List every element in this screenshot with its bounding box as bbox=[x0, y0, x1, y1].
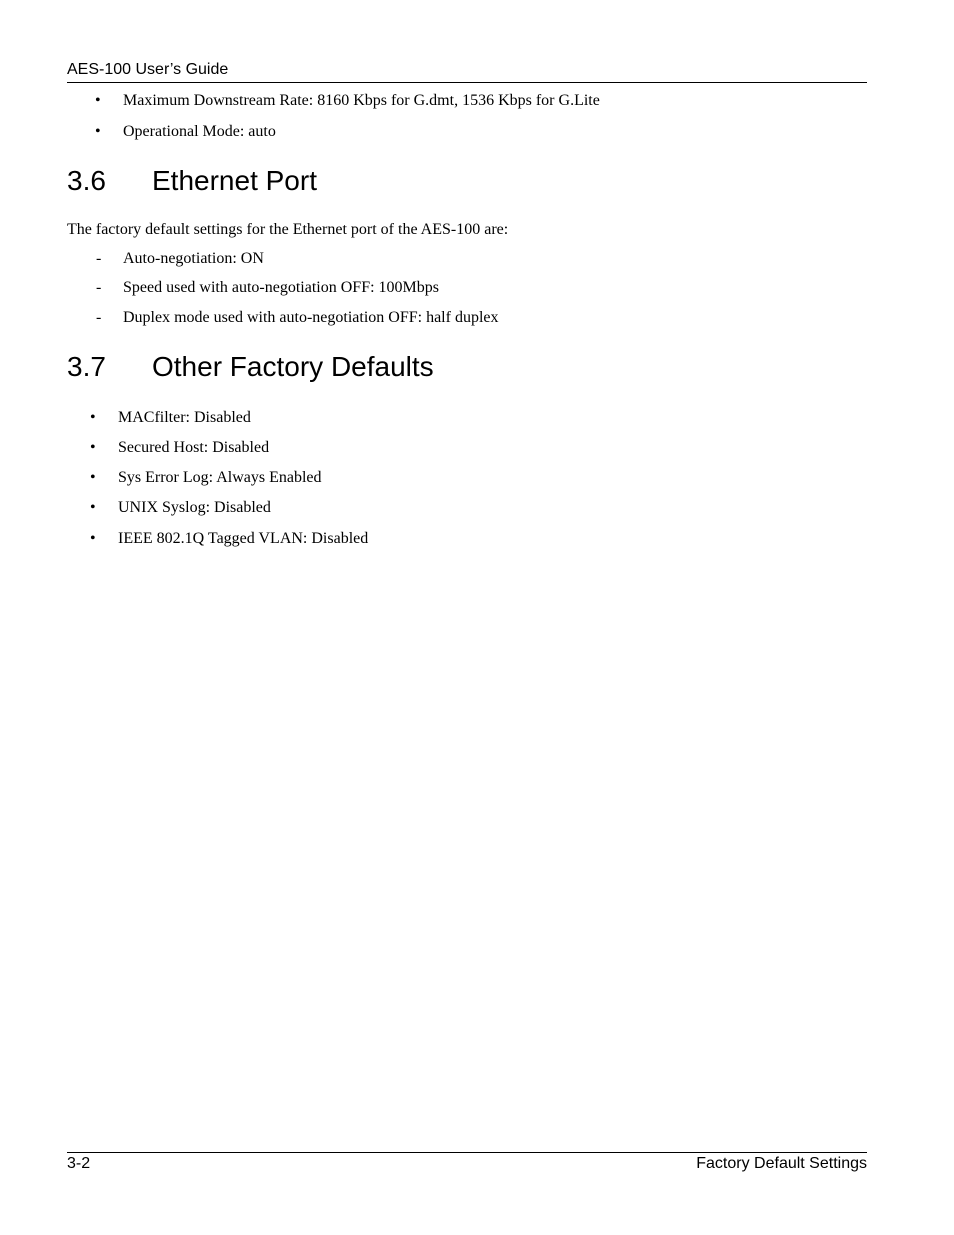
default-bullet-item: MACfilter: Disabled bbox=[118, 409, 251, 426]
section-number: 3.7 bbox=[67, 351, 106, 382]
dash-marker: - bbox=[96, 250, 102, 267]
bullet-marker: • bbox=[90, 530, 96, 547]
bullet-marker: • bbox=[90, 409, 96, 426]
header-rule bbox=[67, 82, 867, 83]
dash-marker: - bbox=[96, 309, 102, 326]
bullet-marker: • bbox=[95, 92, 101, 109]
footer-rule bbox=[67, 1152, 867, 1153]
bullet-marker: • bbox=[90, 439, 96, 456]
default-bullet-item: Secured Host: Disabled bbox=[118, 439, 270, 456]
dash-list-item: Speed used with auto-negotiation OFF: 100Mbps bbox=[123, 279, 439, 296]
default-bullet-item: UNIX Syslog: Disabled bbox=[118, 499, 271, 516]
intro-bullet-item: Operational Mode: auto bbox=[123, 123, 276, 140]
running-header-title: AES-100 User’s Guide bbox=[67, 61, 229, 78]
bullet-marker: • bbox=[90, 499, 96, 516]
default-bullet-item: IEEE 802.1Q Tagged VLAN: Disabled bbox=[118, 530, 369, 547]
footer-chapter-title: Factory Default Settings bbox=[696, 1155, 867, 1172]
dash-list-item: Auto-negotiation: ON bbox=[123, 250, 264, 267]
section-paragraph: The factory default settings for the Ethernet port of the AES-100 are: bbox=[67, 221, 509, 238]
default-bullet-item: Sys Error Log: Always Enabled bbox=[118, 469, 322, 486]
section-title: Ethernet Port bbox=[152, 165, 317, 196]
bullet-marker: • bbox=[95, 123, 101, 140]
intro-bullet-item: Maximum Downstream Rate: 8160 Kbps for G.dmt, 1536 Kbps for G.Lite bbox=[123, 92, 600, 109]
dash-list-item: Duplex mode used with auto-negotiation OFF: half duplex bbox=[123, 309, 499, 326]
section-number: 3.6 bbox=[67, 165, 106, 196]
bullet-marker: • bbox=[90, 469, 96, 486]
dash-marker: - bbox=[96, 279, 102, 296]
page-number: 3-2 bbox=[67, 1155, 91, 1172]
section-title: Other Factory Defaults bbox=[152, 351, 434, 382]
